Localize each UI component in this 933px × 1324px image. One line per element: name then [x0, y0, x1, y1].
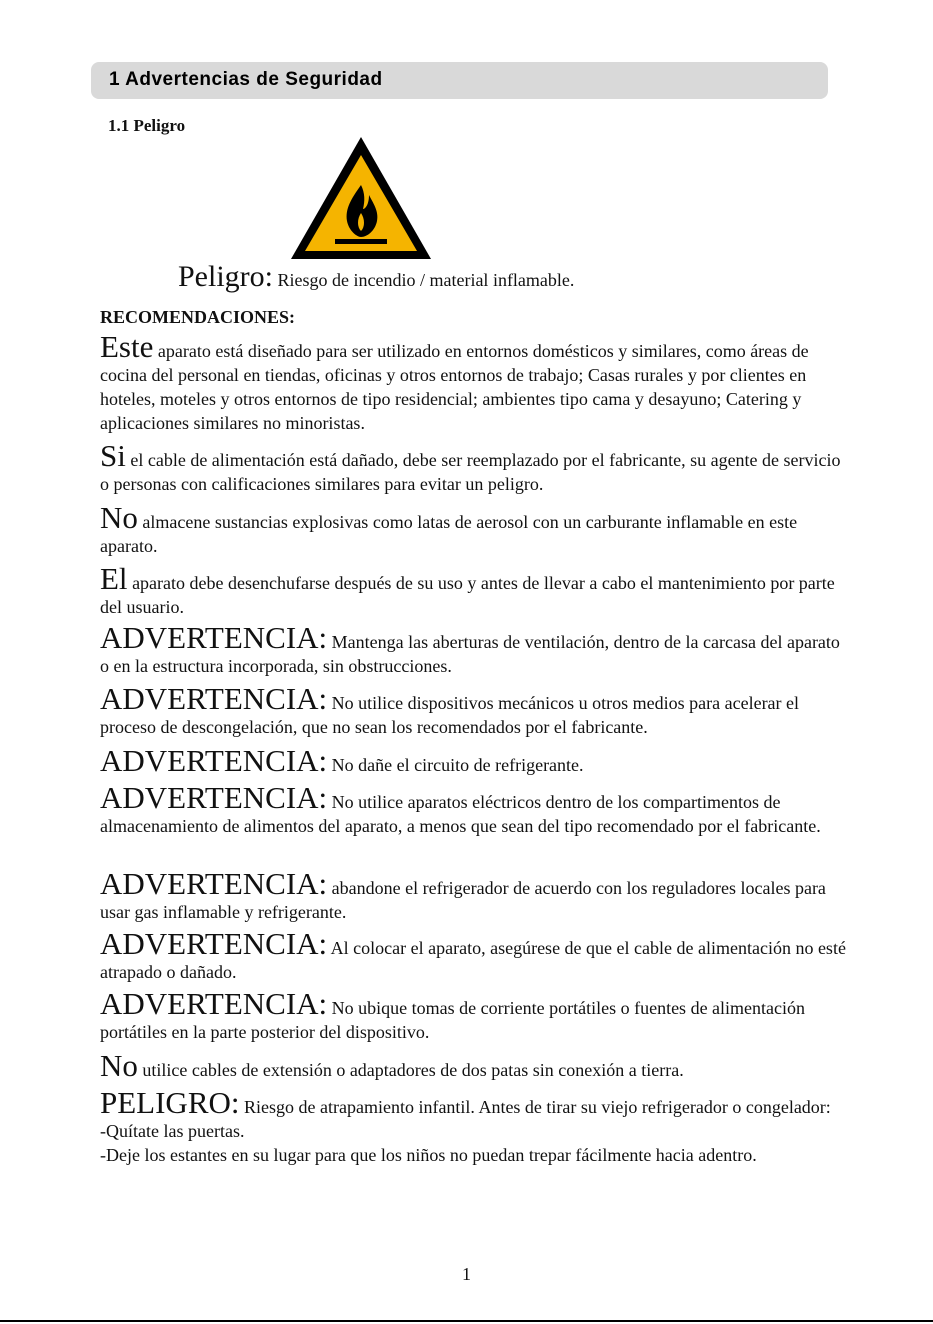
paragraph-text: abandone el refrigerador de acuerdo con los reguladores locales para usar gas inflamable y refrigerante.	[100, 878, 826, 922]
paragraph-lead: Si	[100, 438, 126, 473]
paragraph-text: Al colocar el aparato, asegúrese de que el cable de alimentación no esté atrapado o dañado.	[100, 938, 846, 982]
paragraph-lead: No	[100, 1048, 138, 1083]
paragraph	[100, 1048, 850, 1083]
paragraph	[100, 780, 850, 838]
list-item: -Deje los estantes en su lugar para que los niños no puedan trepar fácilmente hacia adentro.	[100, 1145, 757, 1165]
paragraph-lead: No	[100, 500, 138, 535]
paragraph-text: utilice cables de extensión o adaptadores de dos patas sin conexión a tierra.	[137, 1060, 684, 1080]
paragraph-text: Riesgo de atrapamiento infantil. Antes de tirar su viejo refrigerador o congelador:	[239, 1097, 831, 1117]
paragraph-lead: PELIGRO:	[100, 1085, 240, 1120]
footer-rule	[0, 1320, 933, 1322]
paragraph	[100, 926, 850, 984]
paragraph	[100, 329, 850, 435]
paragraph	[100, 438, 850, 496]
danger-statement	[178, 260, 574, 294]
paragraph-lead: ADVERTENCIA:	[100, 926, 328, 961]
paragraph	[100, 620, 850, 678]
paragraph-lead: ADVERTENCIA:	[100, 780, 328, 815]
paragraph-text: aparato debe desenchufarse después de su uso y antes de llevar a cabo el mantenimiento por parte del usuario.	[100, 573, 835, 617]
paragraph-text: No utilice aparatos eléctricos dentro de los compartimentos de almacenamiento de alimentos del aparato, a menos que sean del tipo recomendado por el fabricante.	[100, 792, 821, 836]
flammable-warning-icon	[287, 133, 435, 263]
subsection-title: 1.1 Peligro	[108, 116, 186, 135]
paragraph-lead: El	[100, 561, 128, 596]
paragraph-lead: ADVERTENCIA:	[100, 986, 328, 1021]
paragraph-lead: ADVERTENCIA:	[100, 866, 328, 901]
paragraph-lead: ADVERTENCIA:	[100, 743, 328, 778]
danger-text: Riesgo de incendio / material inflamable.	[273, 270, 575, 290]
paragraph	[100, 743, 850, 778]
paragraph	[100, 1085, 850, 1167]
paragraph	[100, 866, 850, 924]
paragraph-text: aparato está diseñado para ser utilizado en entornos domésticos y similares, como áreas de cocina del personal en tiendas, oficinas y otros entornos de trabajo; Casas rurales y por clientes en hoteles, moteles y otros entornos de tipo residencial; ambientes tipo cama y desayuno; Catering y aplicaciones similares no minoristas.	[100, 341, 809, 433]
section-title: 1 Advertencias de Seguridad	[109, 69, 383, 90]
paragraph-text: el cable de alimentación está dañado, debe ser reemplazado por el fabricante, su agente de servicio o personas con calificaciones similares para evitar un peligro.	[100, 450, 841, 494]
paragraph	[100, 986, 850, 1044]
page-number: 1	[462, 1264, 471, 1284]
paragraph-text: No ubique tomas de corriente portátiles o fuentes de alimentación portátiles en la parte posterior del dispositivo.	[100, 998, 806, 1042]
recommendations-title: RECOMENDACIONES:	[100, 307, 296, 327]
paragraph-text: Mantenga las aberturas de ventilación, dentro de la carcasa del aparato o en la estructura incorporada, sin obstrucciones.	[100, 632, 840, 676]
paragraph-lead: ADVERTENCIA:	[100, 620, 328, 655]
paragraph-lead: Este	[100, 329, 154, 364]
paragraph-text: No dañe el circuito de refrigerante.	[327, 755, 584, 775]
paragraph-text: No utilice dispositivos mecánicos u otros medios para acelerar el proceso de descongelación, que no sean los recomendados por el fabricante.	[100, 693, 800, 737]
paragraph	[100, 681, 850, 739]
paragraph	[100, 561, 850, 619]
paragraph	[100, 500, 850, 558]
section-header-bar	[91, 62, 828, 99]
list-item: -Quítate las puertas.	[100, 1121, 245, 1141]
paragraph-text: almacene sustancias explosivas como latas de aerosol con un carburante inflamable en este aparato.	[100, 512, 798, 556]
paragraph-lead: ADVERTENCIA:	[100, 681, 328, 716]
danger-word: Peligro:	[178, 260, 273, 293]
